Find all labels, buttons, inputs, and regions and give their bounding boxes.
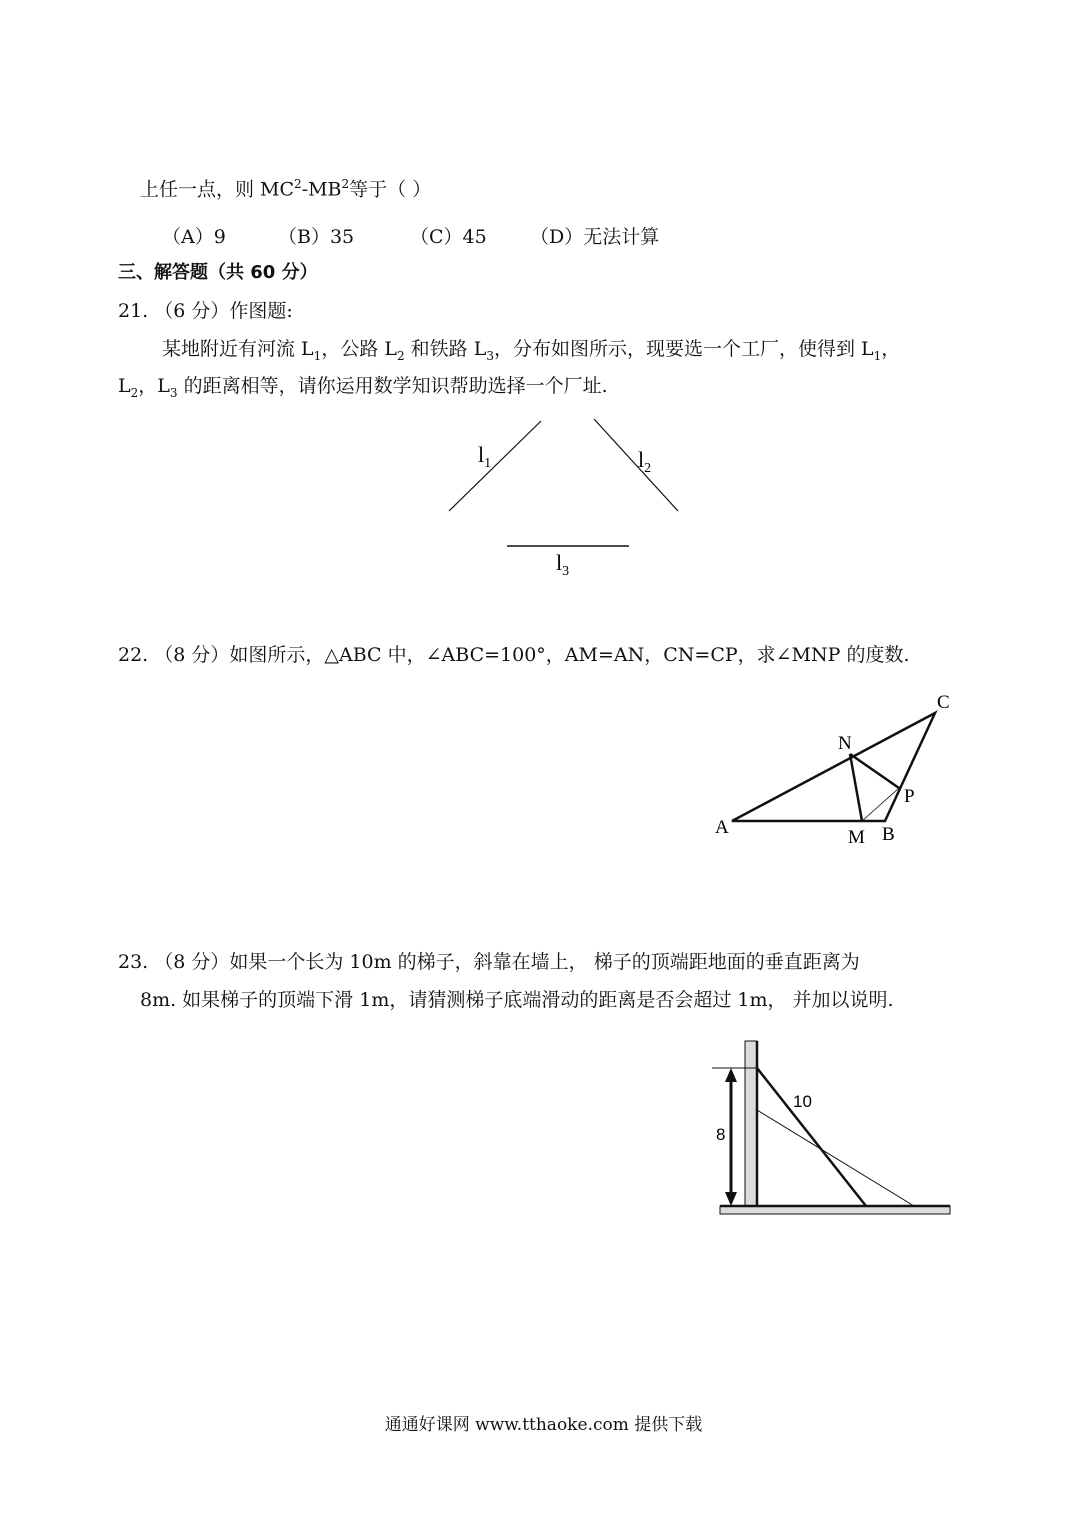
ladder-length-label: 10 <box>793 1092 812 1111</box>
label-l1: $l_1$ <box>478 442 492 471</box>
vertex-a: A <box>715 817 729 838</box>
ladder-original <box>757 1068 866 1206</box>
q21-text: 的距离相等，请你运用数学知识帮助选择一个厂址. <box>177 375 608 397</box>
q21-text: ， <box>881 338 901 360</box>
q20-option-b: （B）35 <box>278 226 355 248</box>
q21-text: ，公路 L <box>321 338 397 360</box>
q20-prefix: 上任一点，则 MC <box>140 178 295 201</box>
q21-text: L <box>118 375 131 397</box>
q20-mid: -MB <box>301 178 342 201</box>
section-heading: 三、解答题（共 60 分） <box>118 262 318 283</box>
vertex-c: C <box>937 692 950 713</box>
q21-sub: 2 <box>130 385 139 400</box>
wall <box>745 1041 757 1206</box>
q22-text: 22. （8 分）如图所示，△ABC 中，∠ABC=100°，AM=AN，CN=CP，求∠MNP 的度数. <box>118 644 910 666</box>
q20-option-c: （C）45 <box>410 226 487 248</box>
q21-sub: 1 <box>873 348 882 363</box>
q21-sub: 3 <box>486 348 494 363</box>
q21-sub: 2 <box>396 348 405 363</box>
point-n: N <box>838 733 852 754</box>
q20-option-d: （D）无法计算 <box>530 226 660 248</box>
vertex-b: B <box>882 824 895 845</box>
point-p: P <box>904 786 915 807</box>
ladder-slid <box>757 1110 914 1206</box>
q21-header: 21. （6 分）作图题: <box>118 300 293 322</box>
q21-text: ，L <box>138 375 170 397</box>
q20-suffix: 等于（ ） <box>349 178 432 201</box>
label-l3: $l_3$ <box>556 550 570 579</box>
q21-sub: 1 <box>313 348 322 363</box>
arrow-down-head <box>725 1192 737 1206</box>
q20-sup2: 2 <box>341 177 350 191</box>
point-m: M <box>848 827 865 848</box>
q21-text: ，分布如图所示，现要选一个工厂，使得到 L <box>493 338 874 360</box>
q23-line2: 8m. 如果梯子的顶端下滑 1m，请猜测梯子底端滑动的距离是否会超过 1m， 并加以说明. <box>140 989 894 1011</box>
page-footer: 通通好课网 www.tthaoke.com 提供下载 <box>384 1415 703 1435</box>
height-label: 8 <box>716 1125 726 1144</box>
q20-sup1: 2 <box>294 177 302 191</box>
arrow-up-head <box>725 1068 737 1082</box>
label-l2: $l_2$ <box>638 447 652 476</box>
q21-text: 和铁路 L <box>404 338 487 360</box>
q23-line1: 23. （8 分）如果一个长为 10m 的梯子，斜靠在墙上， 梯子的顶端距地面的垂直距离为 <box>118 951 860 973</box>
q21-text: 某地附近有河流 L <box>162 338 314 360</box>
q21-sub: 3 <box>169 385 178 400</box>
q20-option-a: （A）9 <box>162 226 226 248</box>
